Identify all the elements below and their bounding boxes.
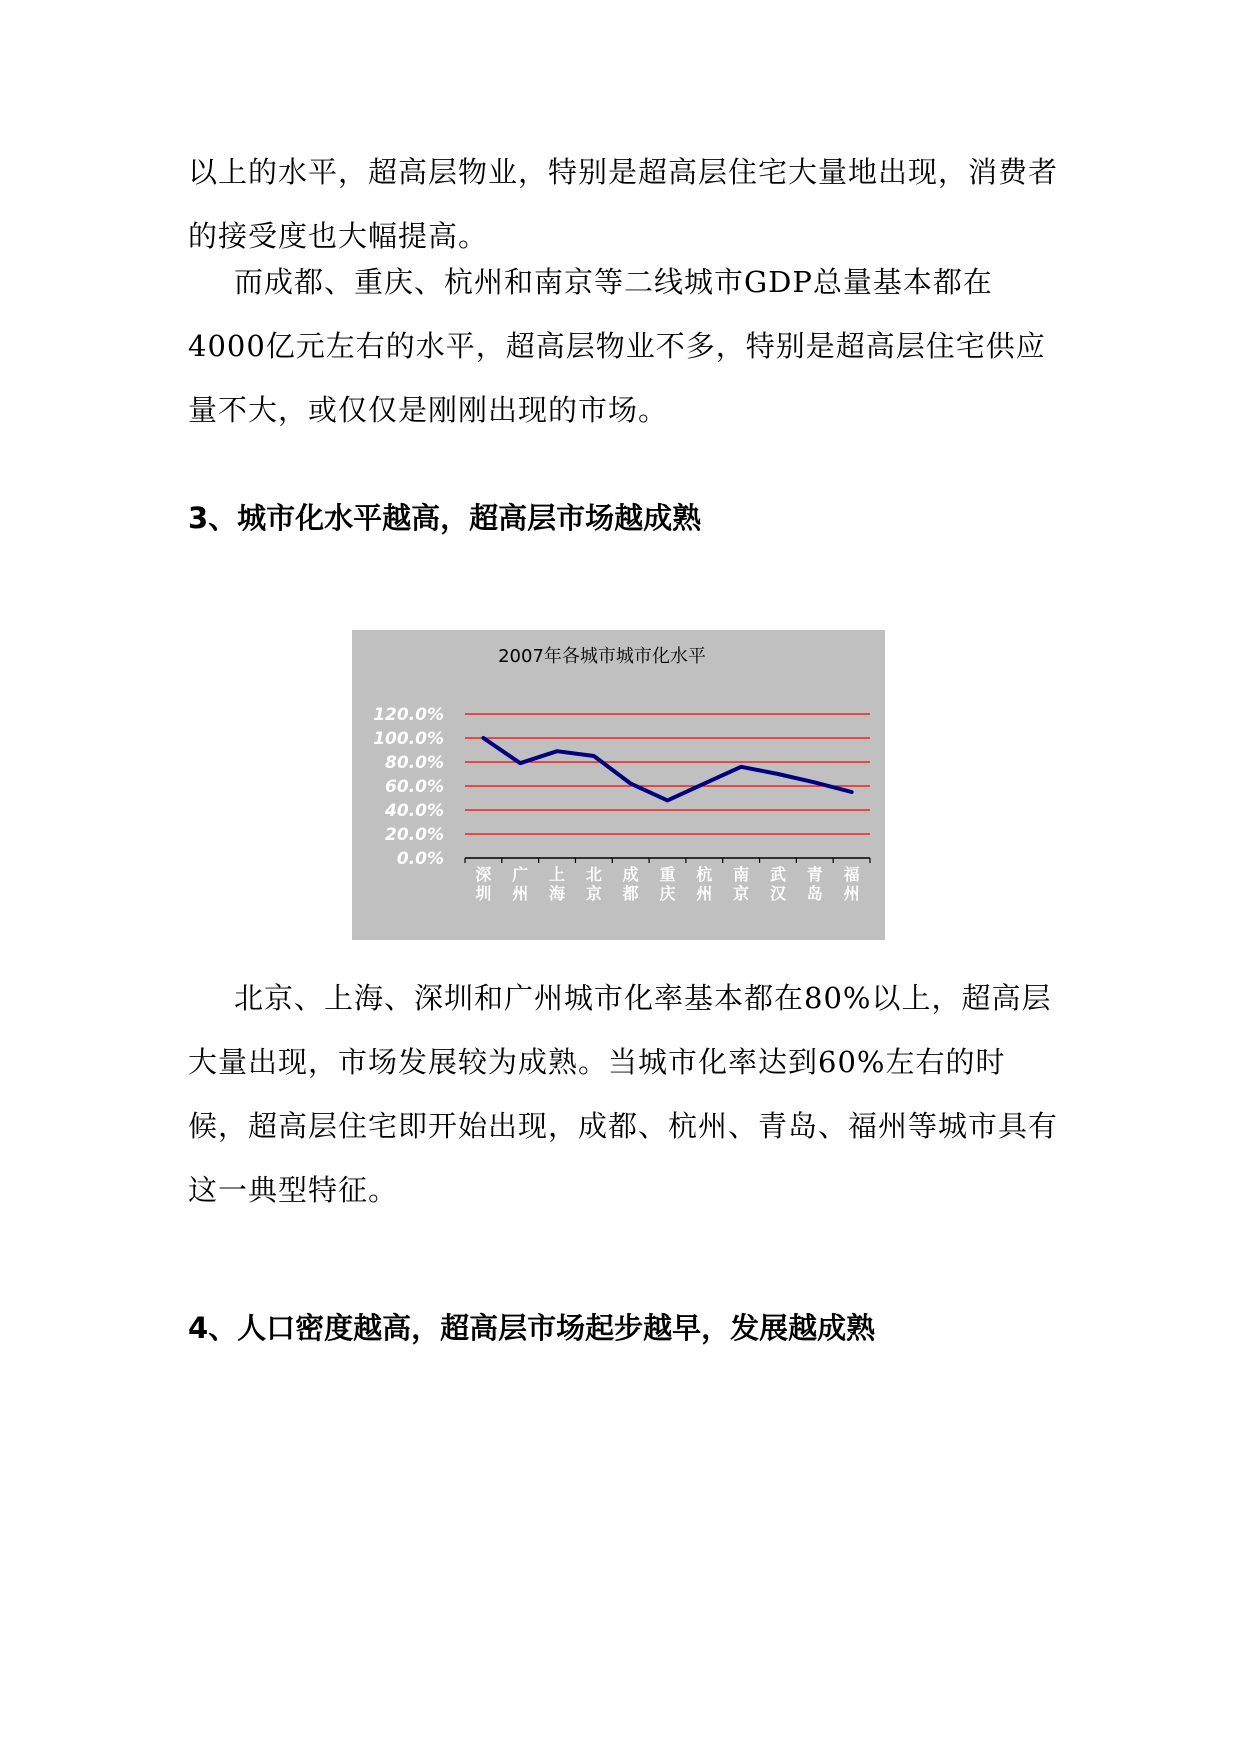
x-tick-label: 重庆	[659, 865, 676, 903]
x-tick-label: 武汉	[769, 865, 786, 903]
y-tick-label: 60.0%	[385, 777, 444, 797]
x-tick-label: 广州	[512, 865, 529, 903]
y-tick-label: 0.0%	[396, 849, 444, 869]
y-tick-label: 100.0%	[373, 729, 444, 749]
data-point	[482, 737, 485, 740]
data-point	[629, 782, 632, 785]
chart-svg	[352, 630, 885, 940]
x-tick-label: 北京	[585, 865, 602, 903]
series-line	[483, 738, 851, 800]
y-tick-label: 40.0%	[385, 801, 444, 821]
x-tick-label: 上海	[549, 865, 566, 903]
paragraph-2: 而成都、重庆、杭州和南京等二线城市GDP总量基本都在4000亿元左右的水平，超高层物业不多，特别是超高层住宅供应量不大，或仅仅是刚刚出现的市场。	[188, 265, 1046, 427]
section-heading-3: 3、城市化水平越高，超高层市场越成熟	[188, 501, 702, 535]
data-point	[666, 799, 669, 802]
x-tick-label: 福州	[843, 865, 860, 903]
y-tick-label: 80.0%	[385, 753, 444, 773]
data-point	[813, 781, 816, 784]
data-point	[850, 791, 853, 794]
urbanization-chart	[352, 630, 885, 940]
paragraph-3: 北京、上海、深圳和广州城市化率基本都在80%以上，超高层大量出现，市场发展较为成熟。当城市化率达到60%左右的时候，超高层住宅即开始出现，成都、杭州、青岛、福州等城市具有这一典型特征。	[188, 981, 1059, 1207]
data-point	[519, 762, 522, 765]
section-heading-4: 4、人口密度越高，超高层市场起步越早，发展越成熟	[188, 1311, 876, 1345]
data-point	[740, 765, 743, 768]
y-tick-label: 20.0%	[385, 825, 444, 845]
x-tick-label: 成都	[622, 865, 639, 903]
x-tick-label: 深圳	[475, 865, 492, 903]
chart-title: 2007年各城市城市化水平	[498, 646, 706, 667]
x-tick-label: 青岛	[806, 865, 823, 903]
data-point	[776, 773, 779, 776]
paragraph-1: 以上的水平，超高层物业，特别是超高层住宅大量地出现，消费者的接受度也大幅提高。	[188, 155, 1059, 253]
y-tick-label: 120.0%	[373, 705, 444, 725]
data-point	[556, 750, 559, 753]
x-tick-label: 南京	[733, 865, 750, 903]
data-point	[703, 782, 706, 785]
x-tick-label: 杭州	[696, 865, 713, 903]
data-point	[592, 755, 595, 758]
